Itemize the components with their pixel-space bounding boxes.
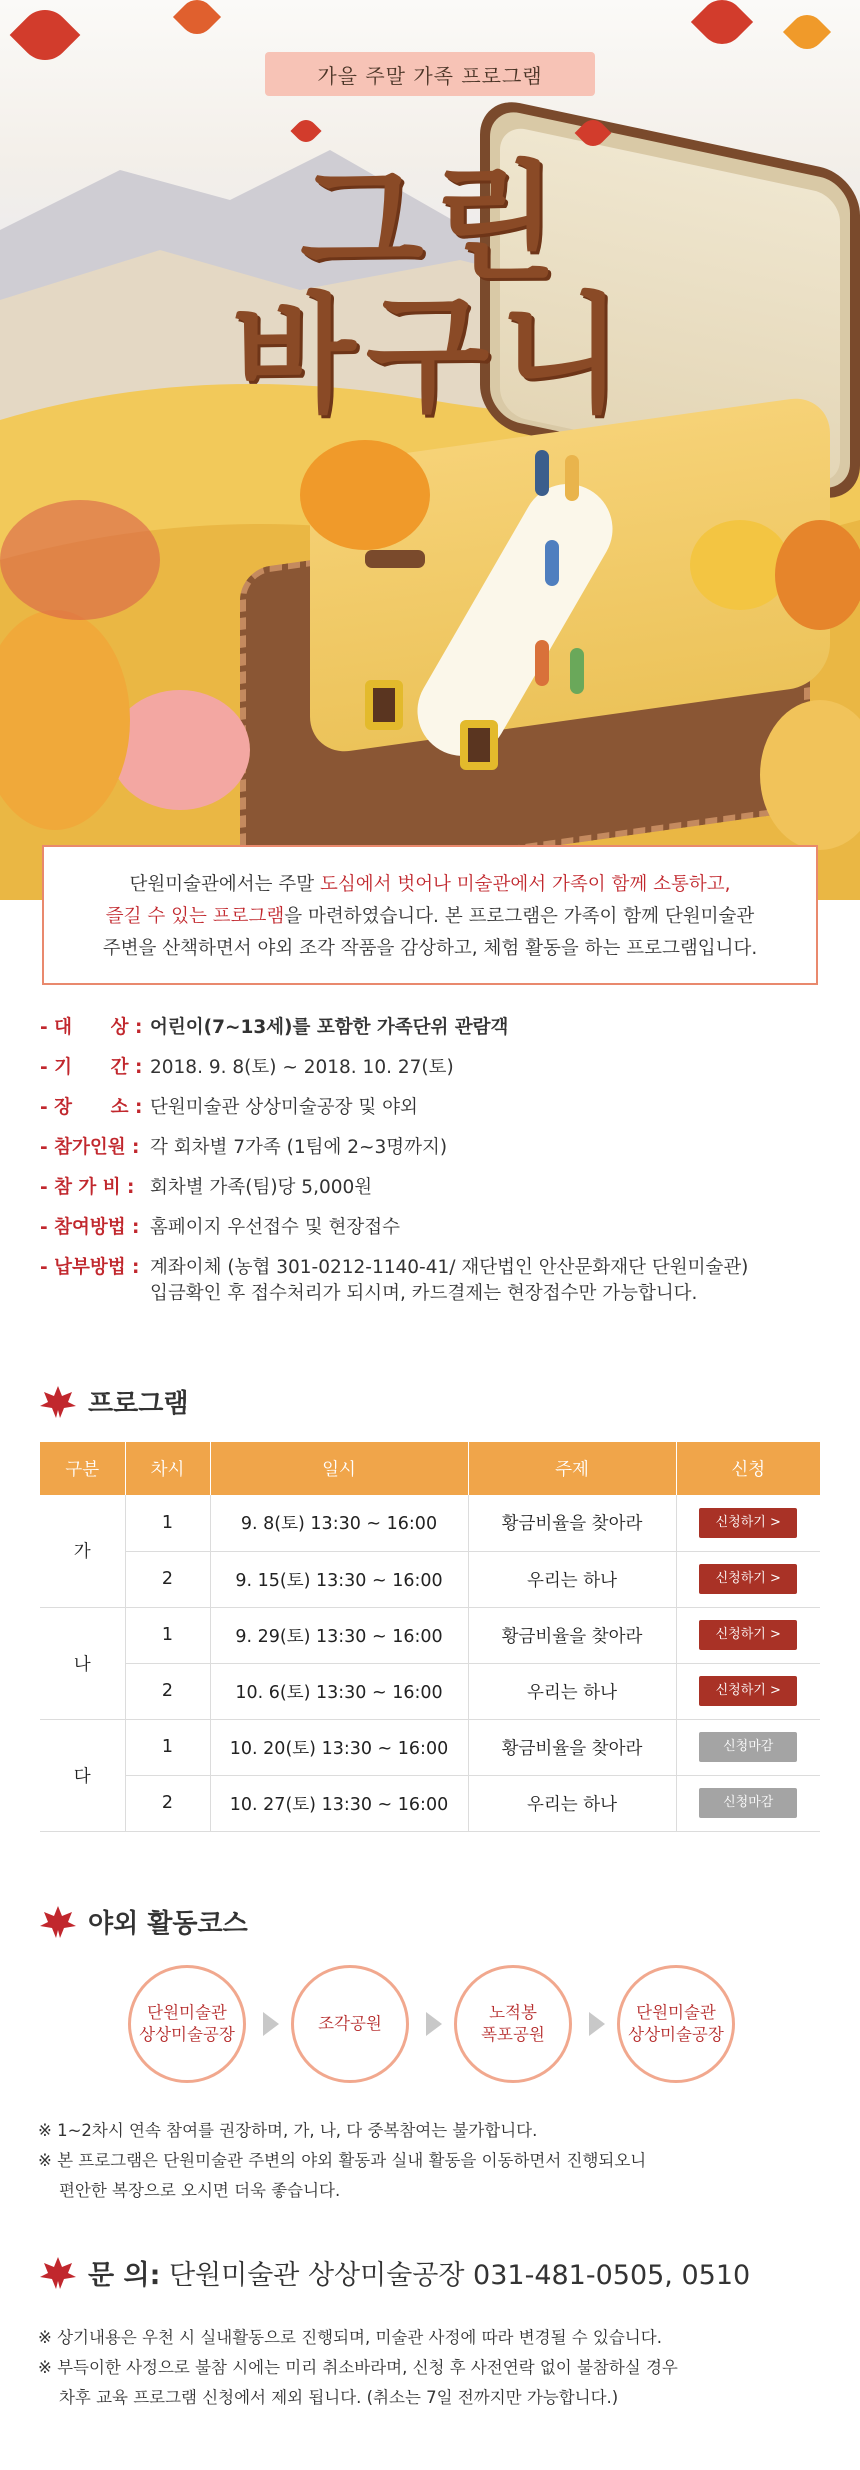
info-row-target: [40, 1015, 830, 1041]
group-cell: 다: [40, 1719, 125, 1831]
person-figure: [545, 540, 559, 586]
apply-cell: [676, 1663, 820, 1719]
info-row-participants: [40, 1135, 830, 1161]
maple-leaf-icon: [38, 1384, 78, 1420]
info-value: 홈페이지 우선접수 및 현장접수: [150, 1217, 400, 1238]
session-cell: 2: [125, 1775, 210, 1831]
triangle-right-icon: [426, 2012, 442, 2036]
datetime-cell: 10. 20(토) 13:30 ~ 16:00: [210, 1719, 468, 1775]
info-row-method: [40, 1215, 830, 1241]
course-stop-line: 노적봉: [489, 2003, 537, 2022]
course-stop-line: 폭포공원: [481, 2025, 545, 2044]
contact-notes: [38, 2323, 828, 2413]
intro-text: 단원미술관에서는 주말: [129, 874, 320, 895]
table-header-row: [40, 1442, 820, 1495]
table-row: [40, 1495, 820, 1551]
info-value: [150, 1255, 748, 1307]
apply-cell: [676, 1775, 820, 1831]
intro-line-2: [74, 901, 786, 933]
info-value: 각 회차별 7가족 (1팀에 2~3명까지): [150, 1137, 448, 1158]
autumn-tree: [775, 520, 860, 630]
session-cell: 1: [125, 1719, 210, 1775]
info-row-fee: [40, 1175, 830, 1201]
autumn-tree: [0, 500, 160, 620]
info-row-period: [40, 1055, 830, 1081]
course-stop: [128, 1965, 246, 2083]
info-label: - 납부방법 :: [40, 1257, 140, 1278]
triangle-right-icon: [263, 2012, 279, 2036]
session-cell: 1: [125, 1607, 210, 1663]
course-section-heading: [38, 1903, 248, 1940]
info-value: 회차별 가족(팀)당 5,000원: [150, 1177, 373, 1198]
table-row: [40, 1607, 820, 1663]
hero-banner: 가을 주말 가족 프로그램: [265, 52, 595, 96]
topic-cell: 우리는 하나: [468, 1775, 676, 1831]
column-header: 주제: [468, 1442, 676, 1495]
intro-line-1: [74, 869, 786, 901]
course-stop-line: 단원미술관: [636, 2003, 716, 2022]
course-flow: [118, 1965, 738, 2085]
table-row: [40, 1663, 820, 1719]
session-cell: 2: [125, 1551, 210, 1607]
topic-cell: 황금비율을 찾아라: [468, 1719, 676, 1775]
column-header: 일시: [210, 1442, 468, 1495]
note-line: ※ 부득이한 사정으로 불참 시에는 미리 취소바라며, 신청 후 사전연락 없이 불참하실 경우: [38, 2358, 678, 2377]
person-figure: [565, 455, 579, 501]
course-stop: [454, 1965, 572, 2083]
apply-cell: [676, 1719, 820, 1775]
info-value: 단원미술관 상상미술공장 및 야외: [150, 1097, 418, 1118]
column-header: 구분: [40, 1442, 125, 1495]
autumn-tree: [300, 440, 430, 550]
group-cell: 나: [40, 1607, 125, 1719]
hero-title-line2: 바구니: [232, 281, 633, 430]
session-cell: 2: [125, 1663, 210, 1719]
section-title: 야외 활동코스: [88, 1909, 248, 1939]
contact-text: [88, 2253, 750, 2292]
intro-highlight: 도심에서 벗어나 미술관에서 가족이 함께 소통하고,: [319, 874, 731, 895]
person-figure: [365, 550, 425, 568]
course-stop-line: 조각공원: [318, 2014, 382, 2033]
topic-cell: 우리는 하나: [468, 1663, 676, 1719]
datetime-cell: 9. 15(토) 13:30 ~ 16:00: [210, 1551, 468, 1607]
course-stop: [617, 1965, 735, 2083]
course-stop-line: 상상미술공장: [139, 2025, 235, 2044]
table-row: [40, 1551, 820, 1607]
note-line: ※ 상기내용은 우천 시 실내활동으로 진행되며, 미술관 사정에 따라 변경될 수 있습니다.: [38, 2328, 662, 2347]
hero-illustration: [0, 0, 860, 900]
hero-title-line1: 그린: [300, 149, 568, 298]
course-stop: [291, 1965, 409, 2083]
datetime-cell: 9. 29(토) 13:30 ~ 16:00: [210, 1607, 468, 1663]
course-stop-line: 단원미술관: [147, 2003, 227, 2022]
contact-info: 단원미술관 상상미술공장 031-481-0505, 0510: [168, 2260, 751, 2291]
note-line: 차후 교육 프로그램 신청에서 제외 됩니다. (취소는 7일 전까지만 가능합니다.): [38, 2388, 619, 2407]
datetime-cell: 10. 6(토) 13:30 ~ 16:00: [210, 1663, 468, 1719]
topic-cell: 황금비율을 찾아라: [468, 1495, 676, 1551]
column-header: 신청: [676, 1442, 820, 1495]
datetime-cell: 10. 27(토) 13:30 ~ 16:00: [210, 1775, 468, 1831]
program-info-list: [40, 1015, 830, 1321]
info-label: - 장 소 :: [40, 1097, 143, 1118]
triangle-right-icon: [589, 2012, 605, 2036]
note-line: ※ 1~2차시 연속 참여를 권장하며, 가, 나, 다 중복참여는 불가합니다.: [38, 2121, 538, 2140]
person-figure: [570, 648, 584, 694]
column-header: 차시: [125, 1442, 210, 1495]
apply-cell: [676, 1607, 820, 1663]
suitcase-clasp: [365, 680, 403, 730]
apply-button[interactable]: 신청하기 >: [699, 1676, 797, 1706]
group-cell: 가: [40, 1495, 125, 1607]
person-figure: [535, 450, 549, 496]
note-line: 편안한 복장으로 오시면 더욱 좋습니다.: [38, 2181, 341, 2200]
course-stop-line: 상상미술공장: [628, 2025, 724, 2044]
info-value: 어린이(7~13세)를 포함한 가족단위 관람객: [150, 1017, 509, 1038]
apply-button[interactable]: 신청하기 >: [699, 1508, 797, 1538]
autumn-tree: [110, 690, 250, 810]
session-cell: 1: [125, 1495, 210, 1551]
intro-text: 을 마련하였습니다. 본 프로그램은 가족이 함께 단원미술관: [284, 906, 755, 927]
intro-highlight: 즐길 수 있는 프로그램: [105, 906, 285, 927]
datetime-cell: 9. 8(토) 13:30 ~ 16:00: [210, 1495, 468, 1551]
maple-leaf-icon: [38, 2255, 78, 2291]
apply-button[interactable]: 신청하기 >: [699, 1620, 797, 1650]
program-table: [40, 1442, 820, 1832]
payment-note: 입금확인 후 접수처리가 되시며, 카드결제는 현장접수만 가능합니다.: [150, 1283, 698, 1304]
payment-account: 계좌이체 (농협 301-0212-1140-41/ 재단법인 안산문화재단 단원미술관): [150, 1257, 749, 1278]
topic-cell: 황금비율을 찾아라: [468, 1607, 676, 1663]
intro-box: [42, 845, 818, 985]
info-value: 2018. 9. 8(토) ~ 2018. 10. 27(토): [150, 1057, 454, 1078]
apply-cell: [676, 1551, 820, 1607]
info-row-place: [40, 1095, 830, 1121]
info-label: - 대 상 :: [40, 1017, 143, 1038]
note-line: ※ 본 프로그램은 단원미술관 주변의 야외 활동과 실내 활동을 이동하면서 진행되오니: [38, 2151, 647, 2170]
intro-line-3: 주변을 산책하면서 야외 조각 작품을 감상하고, 체험 활동을 하는 프로그램입니다.: [102, 938, 758, 959]
contact-label: 문 의:: [88, 2260, 161, 2291]
info-label: - 기 간 :: [40, 1057, 143, 1078]
info-label: - 참여방법 :: [40, 1217, 140, 1238]
apply-button[interactable]: 신청하기 >: [699, 1564, 797, 1594]
info-label: - 참 가 비 :: [40, 1177, 135, 1198]
info-row-payment: [40, 1255, 830, 1307]
maple-leaf-icon: [38, 1904, 78, 1940]
closed-badge: 신청마감: [699, 1732, 797, 1762]
table-row: [40, 1775, 820, 1831]
suitcase-clasp: [460, 720, 498, 770]
closed-badge: 신청마감: [699, 1788, 797, 1818]
apply-cell: [676, 1495, 820, 1551]
topic-cell: 우리는 하나: [468, 1551, 676, 1607]
program-section-heading: [38, 1383, 188, 1420]
info-label: - 참가인원 :: [40, 1137, 140, 1158]
section-title: 프로그램: [88, 1389, 189, 1419]
course-notes: [38, 2116, 828, 2206]
table-row: [40, 1719, 820, 1775]
contact-heading: [38, 2253, 750, 2292]
person-figure: [535, 640, 549, 686]
